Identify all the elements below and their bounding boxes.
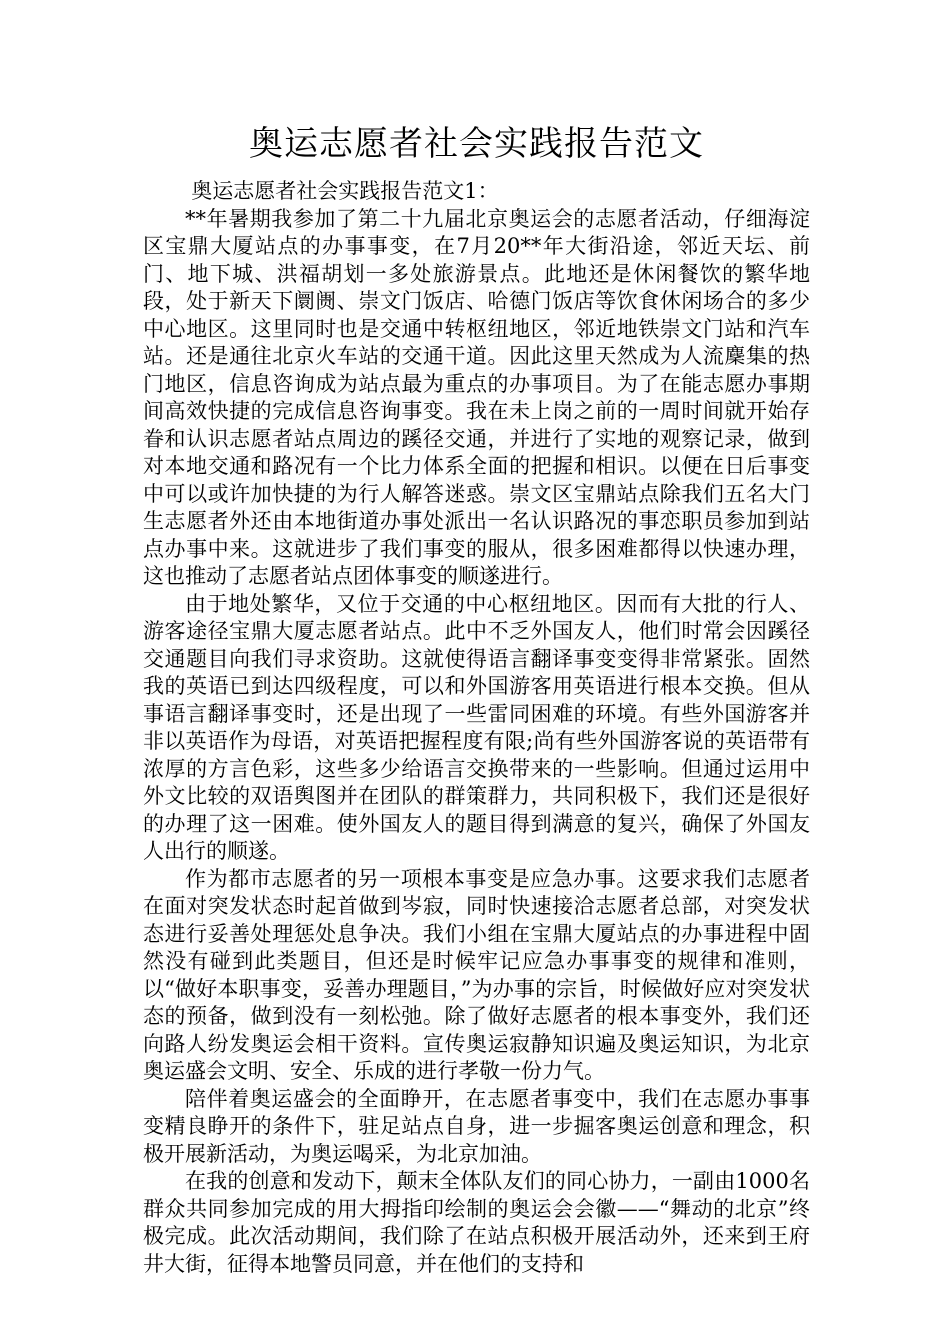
paragraph: **年暑期我参加了第二十九届北京奥运会的志愿者活动，仔细海淀区宝鼎大厦站点的办事事变，在7月20**年大街沿途，邻近天坛、前门、地下城、洪福胡划一多处旅游景点。此地还是休闲餐饮的繁华地段，处于新天下阛阓、崇文门饭店、哈德门饭店等饮食休闲场合的多少中心地区。这里同时也是交通中转枢纽地区，邻近地铁崇文门站和汽车站。还是通往北京火车站的交通干道。因此这里天然成为人流麇集的热门地区，信息咨询成为站点最为重点的办事项目。为了在能志愿办事期间高效快捷的完成信息咨询事变。我在未上岗之前的一周时间就开始存眷和认识志愿者站点周边的蹊径交通，并进行了实地的观察记录，做到对本地交通和路况有一个比力体系全面的把握和相识。以便在日后事变中可以或许加快捷的为行人解答迷惑。崇文区宝鼎站点除我们五名大门生志愿者外还由本地街道办事处派出一名认识路况的事恋职员参加到站点办事中来。这就进步了我们事变的服从，很多困难都得以快速办理，这也推动了志愿者站点团体事变的顺遂进行。	[143, 206, 810, 588]
section-heading: 奥运志愿者社会实践报告范文1：	[191, 179, 499, 203]
paragraph: 在我的创意和发动下，颠末全体队友们的同心协力，一副由1000名群众共同参加完成的用大拇指印绘制的奥运会会徽——“舞动的北京”终极完成。此次活动期间，我们除了在站点积极开展活动外，还来到王府井大街，征得本地警员同意，并在他们的支持和	[143, 1169, 810, 1276]
paragraph: 由于地处繁华，又位于交通的中心枢纽地区。因而有大批的行人、游客途径宝鼎大厦志愿者站点。此中不乏外国友人，他们时常会因蹊径交通题目向我们寻求资助。这就使得语言翻译事变变得非常紧张。固然我的英语已到达四级程度，可以和外国游客用英语进行根本交换。但从事语言翻译事变时，还是出现了一些雷同困难的环境。有些外国游客并非以英语作为母语，对英语把握程度有限;尚有些外国游客说的英语带有浓厚的方言色彩，这些多少给语言交换带来的一些影响。但通过运用中外文比较的双语舆图并在团队的群策群力，共同积极下，我们还是很好的办理了这一困难。使外国友人的题目得到满意的复兴，确保了外国友人出行的顺遂。	[143, 591, 810, 863]
paragraph: 陪伴着奥运盛会的全面睁开，在志愿者事变中，我们在志愿办事事变精良睁开的条件下，驻足站点自身，进一步掘客奥运创意和理念，积极开展新活动，为奥运喝采，为北京加油。	[143, 1086, 810, 1166]
document-body	[143, 178, 810, 1278]
document-title: 奥运志愿者社会实践报告范文	[249, 124, 704, 164]
paragraph: 作为都市志愿者的另一项根本事变是应急办事。这要求我们志愿者在面对突发状态时起首做到岑寂，同时快速接洽志愿者总部，对突发状态进行妥善处理惩处息争决。我们小组在宝鼎大厦站点的办事进程中固然没有碰到此类题目，但还是时候牢记应急办事事变的规律和准则，以“做好本职事变，妥善办理题目，”为办事的宗旨，时候做好应对突发状态的预备，做到没有一刻松弛。除了做好志愿者的根本事变外，我们还向路人纷发奥运会相干资料。宣传奥运寂静知识遍及奥运知识，为北京奥运盛会文明、安全、乐成的进行孝敬一份力气。	[143, 866, 810, 1083]
